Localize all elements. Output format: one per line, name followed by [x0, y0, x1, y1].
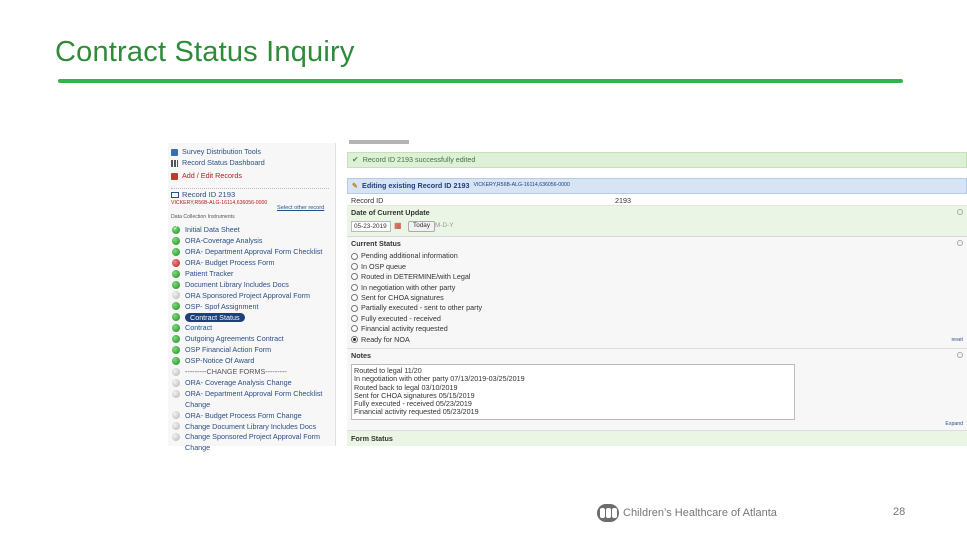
status-dot-icon[interactable] [172, 433, 180, 441]
instrument-label: Change [185, 399, 211, 409]
status-dot-icon[interactable] [172, 379, 180, 387]
instrument-item[interactable] [172, 247, 322, 257]
instrument-item[interactable] [172, 323, 212, 333]
instrument-item[interactable] [172, 410, 302, 420]
page-number: 28 [893, 506, 906, 518]
status-dot-icon[interactable] [172, 335, 180, 343]
instrument-label: Change Document Library Includes Docs [185, 421, 317, 431]
status-dot-icon[interactable] [172, 281, 180, 289]
status-dot-icon[interactable] [172, 259, 180, 267]
instrument-label: Document Library Includes Docs [185, 279, 289, 289]
radio-button[interactable] [351, 273, 358, 280]
status-dot-icon[interactable] [172, 411, 180, 419]
radio-button[interactable] [351, 325, 358, 332]
date-format-hint: M-D-Y [435, 222, 454, 229]
current-status-field [347, 237, 967, 349]
radio-label: In negotiation with other party [361, 282, 456, 292]
current-status-label: Current Status [351, 239, 401, 248]
notes-line: Routed back to legal 03/10/2019 [354, 382, 458, 392]
form-status-field [347, 431, 967, 446]
radio-label: Pending additional information [361, 251, 458, 261]
status-radio-option[interactable] [351, 324, 448, 334]
clipped-header [349, 140, 409, 144]
instrument-item[interactable] [172, 258, 274, 268]
radio-button[interactable] [351, 305, 358, 312]
status-dot-icon[interactable] [172, 324, 180, 332]
sidebar-link-add-edit-records[interactable] [171, 171, 242, 181]
status-dot-icon[interactable] [172, 390, 180, 398]
instrument-item[interactable] [172, 367, 287, 377]
survey-icon [171, 149, 178, 156]
status-dot-icon[interactable] [172, 357, 180, 365]
sidebar [168, 143, 336, 453]
help-icon[interactable] [957, 209, 963, 215]
check-icon: ✔ [352, 155, 359, 164]
calendar-icon[interactable]: ▦ [394, 221, 402, 230]
radio-label: Routed in DETERMINE/with Legal [361, 272, 471, 282]
status-dot-icon[interactable] [172, 270, 180, 278]
instrument-label: Contract Status [185, 313, 245, 322]
record-id-value: 2193 [615, 196, 631, 205]
instrument-label: Initial Data Sheet [185, 225, 240, 235]
notes-line: Routed to legal 11/20 [354, 366, 422, 375]
instrument-label: Change [185, 443, 211, 453]
status-dot-icon[interactable] [172, 248, 180, 256]
radio-label: Fully executed - received [361, 313, 441, 323]
status-radio-option[interactable] [351, 334, 410, 344]
slide-title: Contract Status Inquiry [55, 36, 355, 68]
status-dot-icon[interactable] [172, 346, 180, 354]
instrument-label: OSP-Notice Of Award [185, 356, 255, 366]
instrument-item[interactable] [172, 269, 233, 279]
radio-button[interactable] [351, 315, 358, 322]
record-id-row [347, 194, 967, 206]
instrument-item[interactable] [172, 236, 263, 246]
instrument-item[interactable] [172, 378, 292, 388]
record-id-label: Record ID 2193 [182, 190, 236, 199]
reset-link[interactable]: reset [951, 337, 963, 343]
help-icon[interactable] [957, 352, 963, 358]
date-field-label: Date of Current Update [351, 208, 430, 217]
record-id-field-label: Record ID [351, 196, 384, 205]
instrument-item[interactable] [172, 421, 316, 431]
sidebar-link-label: Record Status Dashboard [182, 158, 265, 168]
instrument-item[interactable] [172, 280, 289, 290]
notes-line: Fully executed - received 05/23/2019 [354, 399, 472, 409]
radio-button[interactable] [351, 253, 358, 260]
grid-icon [171, 160, 178, 167]
instrument-item[interactable] [172, 356, 254, 366]
notes-textarea[interactable] [351, 364, 795, 420]
choa-logo-icon [597, 504, 619, 522]
record-icon [171, 192, 179, 198]
sidebar-link-label: Add / Edit Records [182, 171, 242, 181]
instrument-label: ORA Sponsored Project Approval Form [185, 290, 311, 300]
expand-link[interactable]: Expand [945, 421, 963, 427]
instrument-label: OSP- Spof Assignment [185, 301, 259, 311]
select-other-record-link[interactable]: Select other record [277, 205, 325, 211]
sidebar-link-survey-tools[interactable] [171, 147, 261, 157]
status-dot-icon[interactable] [172, 291, 180, 299]
sidebar-link-label: Survey Distribution Tools [182, 147, 261, 157]
radio-button[interactable] [351, 263, 358, 270]
pencil-icon: ✎ [352, 181, 359, 191]
instrument-label: ORA- Budget Process Form [185, 258, 275, 268]
status-dot-icon[interactable] [172, 302, 180, 310]
radio-button[interactable] [351, 336, 358, 343]
instrument-item[interactable] [172, 301, 259, 311]
status-radio-option[interactable] [351, 313, 441, 323]
today-button[interactable]: Today [408, 221, 435, 232]
status-radio-option[interactable] [351, 261, 406, 271]
title-divider [58, 79, 903, 83]
record-editor [337, 143, 963, 446]
instrument-label: ORA-Coverage Analysis [185, 236, 263, 246]
document-icon [171, 173, 178, 180]
success-banner [347, 152, 967, 168]
form-status-label: Form Status [351, 434, 393, 443]
embedded-screenshot [168, 143, 963, 453]
current-record-id [171, 191, 329, 199]
status-radio-option[interactable] [351, 251, 458, 261]
instrument-item[interactable] [172, 432, 320, 442]
instrument-label: ---------CHANGE FORMS--------- [185, 367, 287, 377]
status-dot-icon[interactable] [172, 368, 180, 376]
instrument-item[interactable] [172, 334, 284, 344]
radio-label: In OSP queue [361, 261, 407, 271]
current-record-box [171, 188, 329, 206]
instrument-label: Patient Tracker [185, 268, 234, 278]
instrument-item[interactable] [172, 443, 210, 453]
instrument-item[interactable] [172, 312, 245, 322]
editing-record-name: VICKERY,R56B-ALG-16114,636056-0000 [473, 182, 570, 189]
notes-line: Sent for CHOA signatures 05/15/2019 [354, 390, 475, 400]
instrument-item[interactable] [172, 389, 322, 399]
status-radio-option[interactable] [351, 303, 482, 313]
notes-line: In negotiation with other party 07/13/2019-03/25/2019 [354, 374, 525, 384]
radio-label: Partially executed - sent to other party [361, 303, 483, 313]
instrument-label: Outgoing Agreements Contract [185, 334, 284, 344]
instrument-label: OSP Financial Action Form [185, 345, 272, 355]
editing-banner [347, 178, 967, 194]
success-message: Record ID 2193 successfully edited [362, 155, 476, 165]
record-subtitle: VICKERY,R56B-ALG-16114,636056-0000 [171, 199, 268, 206]
notes-line: Financial activity requested 05/23/2019 [354, 407, 479, 417]
instrument-label: ORA- Budget Process Form Change [185, 410, 302, 420]
status-dot-icon[interactable] [172, 422, 180, 430]
radio-label: Ready for NOA [361, 334, 410, 344]
sidebar-link-status-dashboard[interactable] [171, 158, 265, 168]
radio-button[interactable] [351, 284, 358, 291]
editing-message: Editing existing Record ID 2193 [362, 181, 470, 191]
date-of-update-field [347, 206, 967, 237]
radio-button[interactable] [351, 294, 358, 301]
status-radio-option[interactable] [351, 293, 444, 303]
date-input[interactable]: 05-23-2019 [351, 221, 391, 232]
instrument-label: ORA- Coverage Analysis Change [185, 377, 292, 387]
instruments-section-label: Data Collection Instruments [171, 214, 235, 220]
status-radio-option[interactable] [351, 272, 470, 282]
instrument-label: Change Sponsored Project Approval Form [185, 432, 321, 442]
status-radio-option[interactable] [351, 282, 455, 292]
instrument-item[interactable] [172, 290, 310, 300]
instrument-item[interactable] [172, 345, 271, 355]
notes-label: Notes [351, 351, 371, 360]
instrument-item[interactable] [172, 399, 210, 409]
status-dot-icon[interactable] [172, 237, 180, 245]
instrument-item[interactable] [172, 225, 240, 235]
instrument-label: ORA- Department Approval Form Checklist [185, 388, 323, 398]
footer-text: Children’s Healthcare of Atlanta [623, 507, 777, 519]
instrument-label: ORA- Department Approval Form Checklist [185, 247, 323, 257]
radio-label: Financial activity requested [361, 324, 448, 334]
status-dot-icon[interactable] [172, 226, 180, 234]
instrument-label: Contract [185, 323, 213, 333]
notes-field [347, 349, 967, 431]
status-dot-icon[interactable] [172, 313, 180, 321]
help-icon[interactable] [957, 240, 963, 246]
radio-label: Sent for CHOA signatures [361, 292, 444, 302]
